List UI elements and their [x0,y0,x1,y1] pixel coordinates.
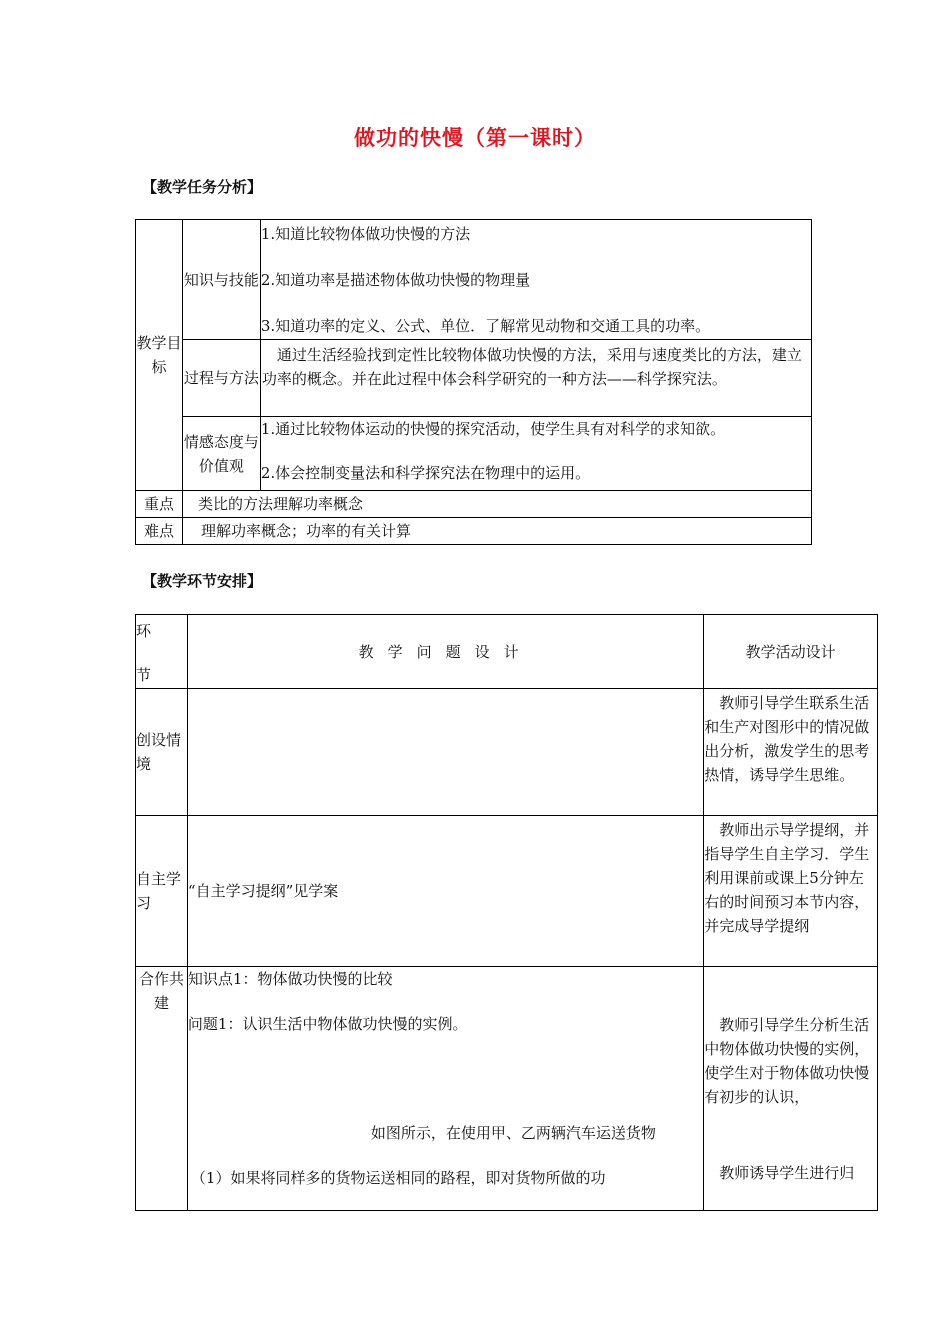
emotion-item: 1.通过比较物体运动的快慢的探究活动，使学生具有对科学的求知欲。 [260,420,726,438]
key-point-label: 重点 [136,491,183,518]
question-1: 问题1：认识生活中物体做功快慢的实例。 [187,1015,468,1033]
knowledge-point: 知识点1：物体做功快慢的比较 [187,970,393,988]
process-method-label: 过程与方法 [182,340,260,417]
section-heading-task-analysis: 【教学任务分析】 [142,178,263,196]
activity-header: 教学活动设计 [704,615,878,689]
question-1-part-1: （1）如果将同样多的货物运送相同的路程，即对货物所做的功 [190,1169,606,1187]
knowledge-item: 2.知道功率是描述物体做功快慢的物理量 [260,271,531,289]
activity-self-study: 教师出示导学提纲，并指导学生自主学习．学生利用课前或课上5分钟左右的时间预习本节内容，并完成导学提纲 [704,816,878,967]
activity-create-scenario: 教师引导学生联系生活和生产对图形中的情况做出分析，激发学生的思考热情，诱导学生思维。 [704,689,878,816]
knowledge-item: 3.知道功率的定义、公式、单位．了解常见动物和交通工具的功率。 [260,317,711,335]
teaching-goal-label: 教学目标 [136,220,183,491]
design-header: 教学问题设计 [187,615,703,689]
key-point-content: 类比的方法理解功率概念 [182,491,811,518]
difficult-point-content: 理解功率概念；功率的有关计算 [182,518,811,545]
task-analysis-table [135,219,812,545]
design-self-study: “自主学习提纲”见学案 [187,816,703,967]
emotion-value-label: 情感态度与价值观 [182,417,260,491]
emotion-value-content [260,417,811,491]
activity-cooperation: 教师引导学生分析生活中物体做功快慢的实例，使学生对于物体做功快慢有初步的认识， 教师诱导学生进行归 [704,967,878,1211]
stage-create-scenario: 创设情境 [136,689,188,816]
knowledge-item: 1.知道比较物体做功快慢的方法 [260,225,471,243]
emotion-item: 2.体会控制变量法和科学探究法在物理中的运用。 [260,464,591,482]
figure-caption: 如图所示，在使用甲、乙两辆汽车运送货物 [370,1124,656,1142]
page-title: 做功的快慢（第一课时） [354,126,596,150]
stage-header: 环 节 [136,615,188,689]
teaching-arrangement-table [135,614,878,1211]
section-heading-arrangement: 【教学环节安排】 [142,572,263,590]
design-cooperation [187,967,703,1211]
stage-cooperation: 合作共建 [136,967,188,1211]
design-create-scenario [187,689,703,816]
knowledge-skill-label: 知识与技能 [182,220,260,340]
process-method-content: 通过生活经验找到定性比较物体做功快慢的方法，采用与速度类比的方法，建立功率的概念。并在此过程中体会科学研究的一种方法——科学探究法。 [260,340,811,417]
difficult-point-label: 难点 [136,518,183,545]
knowledge-skill-content [260,220,811,340]
stage-self-study: 自主学习 [136,816,188,967]
